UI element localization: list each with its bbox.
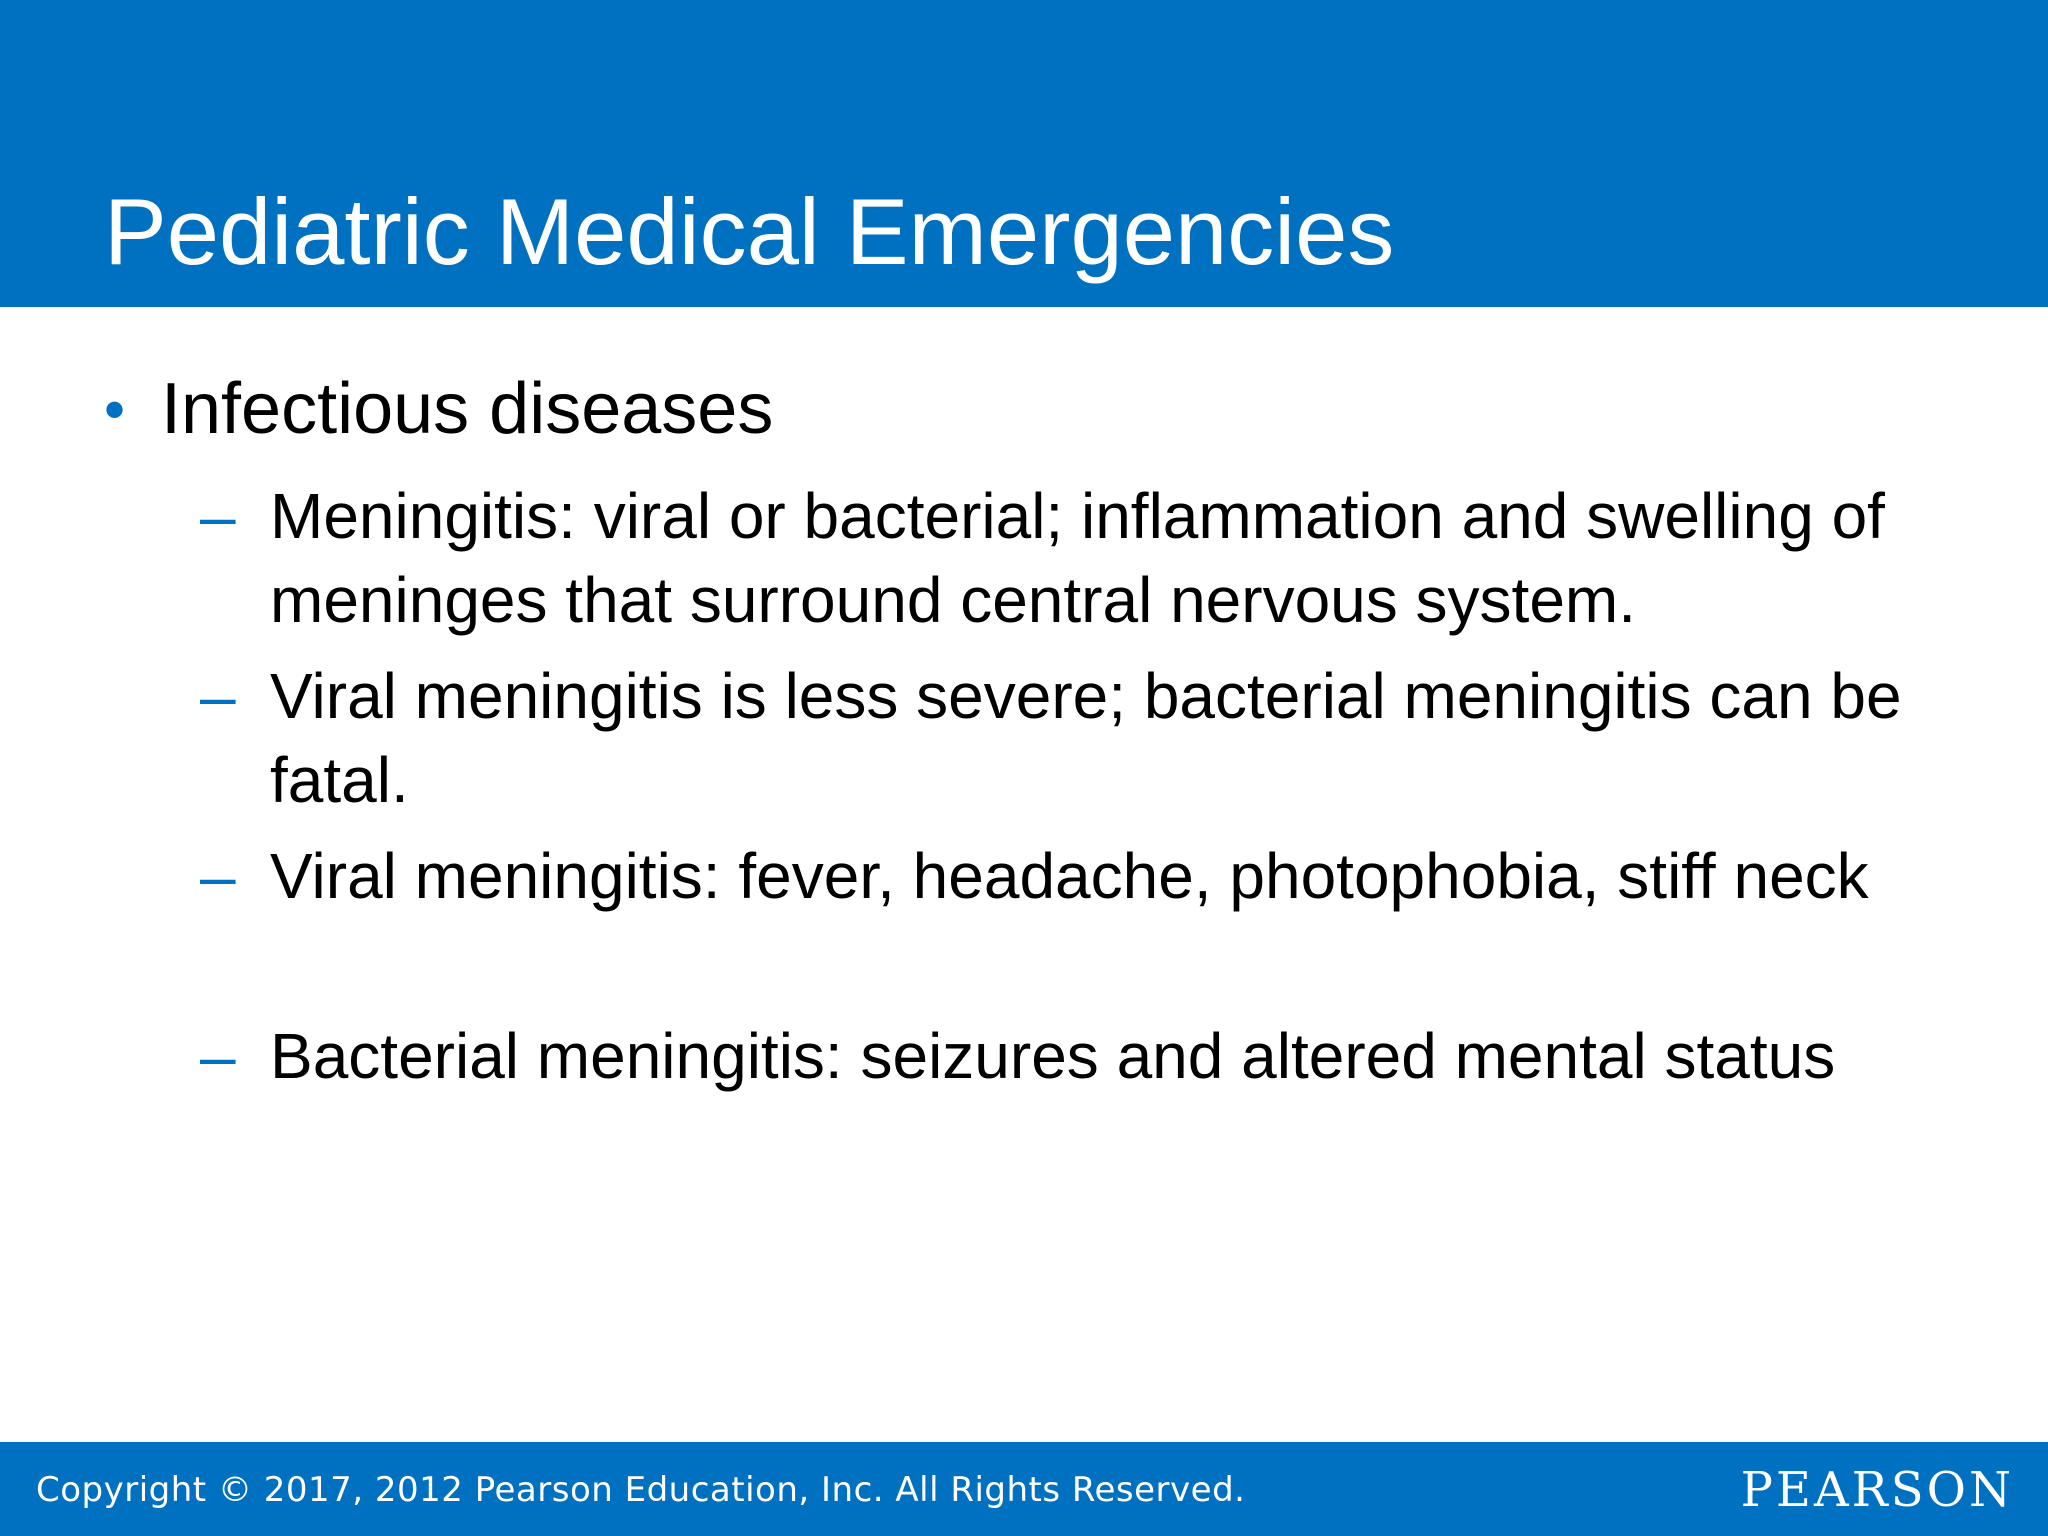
sub-bullet-viral-symptoms [200,834,1960,918]
dash-icon: – [200,1020,236,1092]
bullet-text: Infectious diseases [161,369,774,449]
sub-bullet-viral-vs-bacterial [200,654,1960,822]
dash-icon: – [200,660,236,732]
sub-bullet-text: Bacterial meningitis: seizures and altered mental status [270,1020,1836,1092]
sub-bullet-text: Meningitis: viral or bacterial; inflammation and swelling of meninges that surround central nervous system. [270,480,1885,636]
slide-title: Pediatric Medical Emergencies [104,179,1395,284]
sub-bullet-text: Viral meningitis is less severe; bacterial meningitis can be fatal. [270,660,1902,816]
pearson-logo: PEARSON [1740,1462,2014,1518]
dash-icon: – [200,840,236,912]
bullet-dot-icon: • [104,376,126,443]
copyright-notice: Copyright © 2017, 2012 Pearson Education, Inc. All Rights Reserved. [36,1470,1246,1510]
sub-bullet-bacterial-symptoms [200,1014,1960,1098]
sub-bullet-meningitis-definition [200,474,1960,642]
sub-bullet-text: Viral meningitis: fever, headache, photophobia, stiff neck [270,840,1869,912]
dash-icon: – [200,480,236,552]
